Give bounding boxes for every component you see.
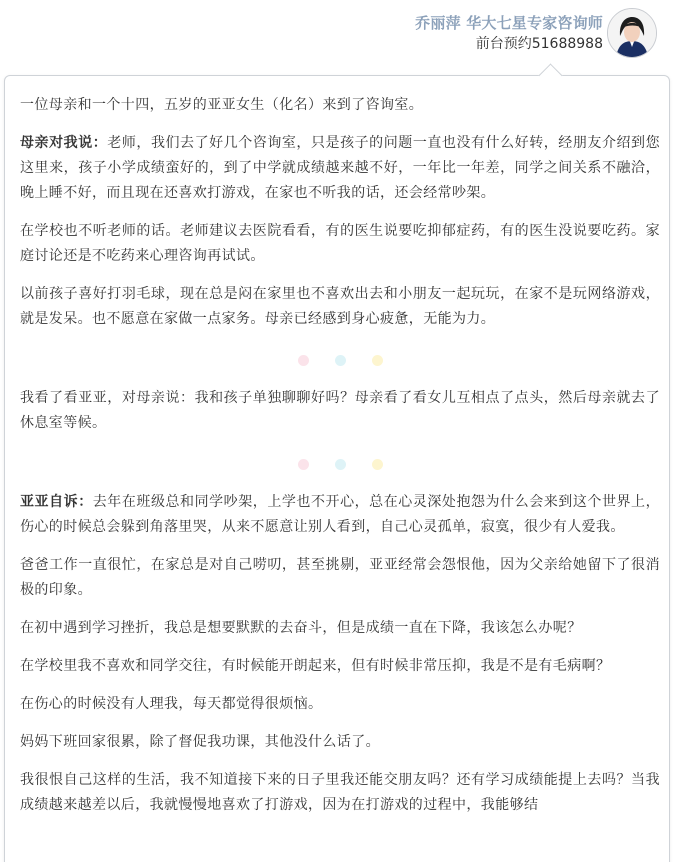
- article-bubble: [4, 75, 670, 862]
- divider-dot: [335, 355, 346, 366]
- divider-dot: [372, 459, 383, 470]
- mother-label: 母亲对我说：: [20, 135, 108, 151]
- social-paragraph: 在学校里我不喜欢和同学交往，有时候能开朗起来，但有时候非常压抑，我是不是有毛病啊？: [20, 658, 611, 674]
- father-paragraph: 爸爸工作一直很忙，在家总是对自己唠叨，甚至挑剔，亚亚经常会怨恨他，因为父亲给她留下了很消极的印象。: [20, 557, 660, 598]
- school-paragraph: 在学校也不听老师的话。老师建议去医院看看，有的医生说要吃抑郁症药，有的医生没说要吃药。家庭讨论还是不吃药来心理咨询再试试。: [20, 223, 660, 264]
- divider-dot: [298, 355, 309, 366]
- divider-dot: [372, 355, 383, 366]
- sadness-paragraph: 在伤心的时候没有人理我，每天都觉得很烦恼。: [20, 696, 323, 712]
- mother-text: 老师，我们去了好几个咨询室，只是孩子的问题一直也没有什么好转，经朋友介绍到您这里来，孩子小学成绩蛮好的，到了中学就成绩越来越不好，一年比一年差，同学之间关系不融洽，晚上睡不好，而且现在还喜欢打游戏，在家也不听我的话，还会经常吵架。: [20, 135, 660, 201]
- private-talk-paragraph: 我看了看亚亚，对母亲说：我和孩子单独聊聊好吗？母亲看了看女儿互相点了点头，然后母亲就去了休息室等候。: [20, 390, 660, 431]
- bubble-pointer: [538, 63, 562, 87]
- section-divider: [20, 348, 660, 372]
- study-paragraph: 在初中遇到学习挫折，我总是想要默默的去奋斗，但是成绩一直在下降，我该怎么办呢？: [20, 620, 582, 636]
- intro-paragraph: 一位母亲和一个十四，五岁的亚亚女生（化名）来到了咨询室。: [20, 97, 424, 113]
- mother-statement: [20, 131, 660, 206]
- yaya-text: 去年在班级总和同学吵架，上学也不开心，总在心灵深处抱怨为什么会来到这个世界上，伤心的时候总会躲到角落里哭，从来不愿意让别人看到，自己心灵孤单，寂寞，很少有人爱我。: [20, 494, 660, 535]
- divider-dot: [335, 459, 346, 470]
- counselor-header: [0, 0, 675, 62]
- mother-work-paragraph: 妈妈下班回家很累，除了督促我功课，其他没什么话了。: [20, 734, 380, 750]
- counselor-avatar[interactable]: [607, 8, 657, 58]
- booking-phone: 前台预约51688988: [475, 36, 603, 52]
- counselor-title: 乔丽萍 华大七星专家咨询师: [415, 14, 603, 32]
- hobby-paragraph: 以前孩子喜好打羽毛球，现在总是闷在家里也不喜欢出去和小朋友一起玩玩，在家不是玩网络游戏，就是发呆。也不愿意在家做一点家务。母亲已经感到身心疲惫，无能为力。: [20, 286, 660, 327]
- article-content: [20, 93, 660, 831]
- yaya-statement: [20, 490, 660, 540]
- yaya-label: 亚亚自诉：: [20, 494, 93, 510]
- section-divider: [20, 452, 660, 476]
- future-paragraph: 我很恨自己这样的生活，我不知道接下来的日子里我还能交朋友吗？还有学习成绩能提上去吗？当我成绩越来越差以后，我就慢慢地喜欢了打游戏，因为在打游戏的过程中，我能够结: [20, 772, 660, 813]
- divider-dot: [298, 459, 309, 470]
